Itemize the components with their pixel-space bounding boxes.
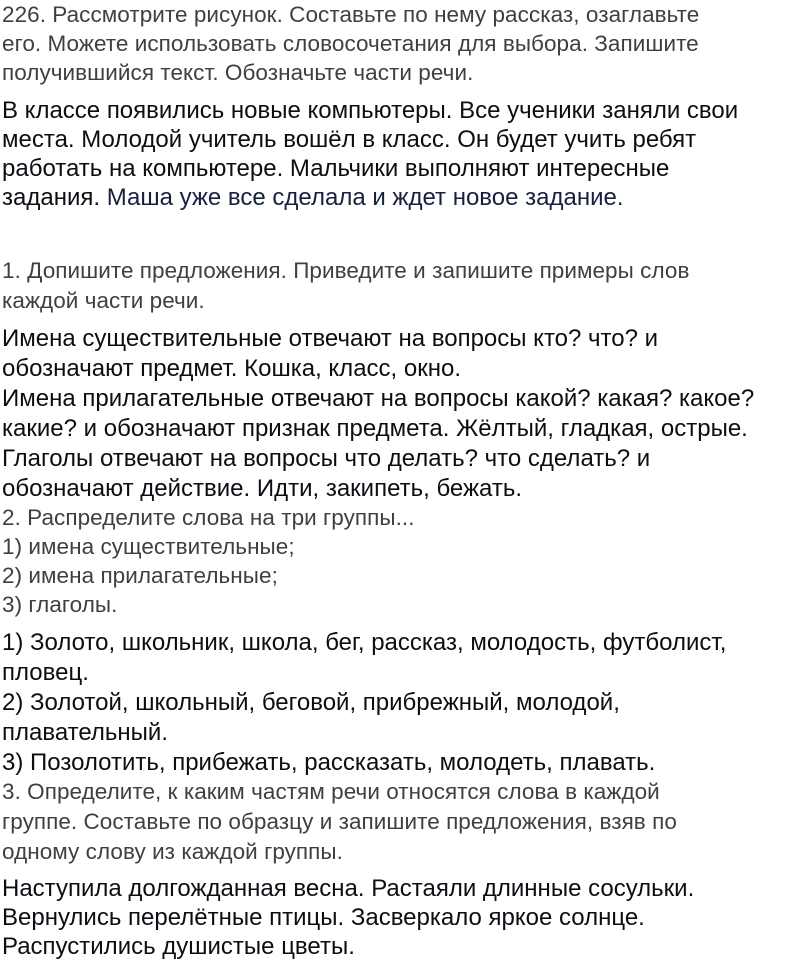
answer-3-line-2: Вернулись перелётные птицы. Засверкало яркое солнце. <box>2 904 645 931</box>
task-226-line-1: 226. Рассмотрите рисунок. Составьте по нему рассказ, озаглавьте <box>2 2 700 27</box>
answer-3-line-1: Наступила долгожданная весна. Растаяли длинные сосульки. <box>2 875 695 902</box>
task-3-line-2: группе. Составьте по образцу и запишите предложения, взяв по <box>2 809 677 834</box>
answer-2-line-2: пловец. <box>2 659 89 686</box>
answer-1-line-2: обозначают предмет. Кошка, класс, окно. <box>2 355 461 382</box>
task-2-line-3: 2) имена прилагательные; <box>2 563 278 588</box>
task-3-line-3: одному слову из каждой группы. <box>2 839 343 864</box>
story-line-4-tail: Маша уже все сделала и ждет новое задание. <box>106 184 624 211</box>
task-2-line-1: 2. Распределите слова на три группы... <box>2 505 415 530</box>
answer-2-line-5: 3) Позолотить, прибежать, рассказать, молодеть, плавать. <box>2 749 656 776</box>
task-1-line-1: 1. Допишите предложения. Приведите и запишите примеры слов <box>2 258 690 283</box>
task-2-line-2: 1) имена существительные; <box>2 534 295 559</box>
story-line-4 <box>2 186 624 210</box>
task-2-line-4: 3) глаголы. <box>2 592 118 617</box>
answer-2-line-4: плавательный. <box>2 719 169 746</box>
story-line-3: работать на компьютере. Мальчики выполняют интересные <box>2 155 670 182</box>
task-1-line-2: каждой части речи. <box>2 288 205 313</box>
answer-3-line-3: Распустились душистые цветы. <box>2 933 355 960</box>
task-226-line-3: получившийся текст. Обозначьте части речи. <box>2 60 474 85</box>
story-line-4-start: задания. <box>2 184 101 211</box>
answer-1-line-4: какие? и обозначают признак предмета. Жёлтый, гладкая, острые. <box>2 415 748 442</box>
answer-1-line-1: Имена существительные отвечают на вопросы кто? что? и <box>2 325 659 352</box>
answer-2-line-1: 1) Золото, школьник, школа, бег, рассказ, молодость, футболист, <box>2 629 727 656</box>
answer-1-line-5: Глаголы отвечают на вопросы что делать? что сделать? и <box>2 445 651 472</box>
task-3-line-1: 3. Определите, к каким частям речи относятся слова в каждой <box>2 779 660 804</box>
story-line-1: В классе появились новые компьютеры. Все ученики заняли свои <box>2 97 739 124</box>
story-line-2: места. Молодой учитель вошёл в класс. Он будет учить ребят <box>2 126 697 153</box>
answer-2-line-3: 2) Золотой, школьный, беговой, прибрежный, молодой, <box>2 689 620 716</box>
task-226-line-2: его. Можете использовать словосочетания для выбора. Запишите <box>2 31 699 56</box>
answer-1-line-6: обозначают действие. Идти, закипеть, бежать. <box>2 475 523 502</box>
answer-1-line-3: Имена прилагательные отвечают на вопросы какой? какая? какое? <box>2 385 755 412</box>
